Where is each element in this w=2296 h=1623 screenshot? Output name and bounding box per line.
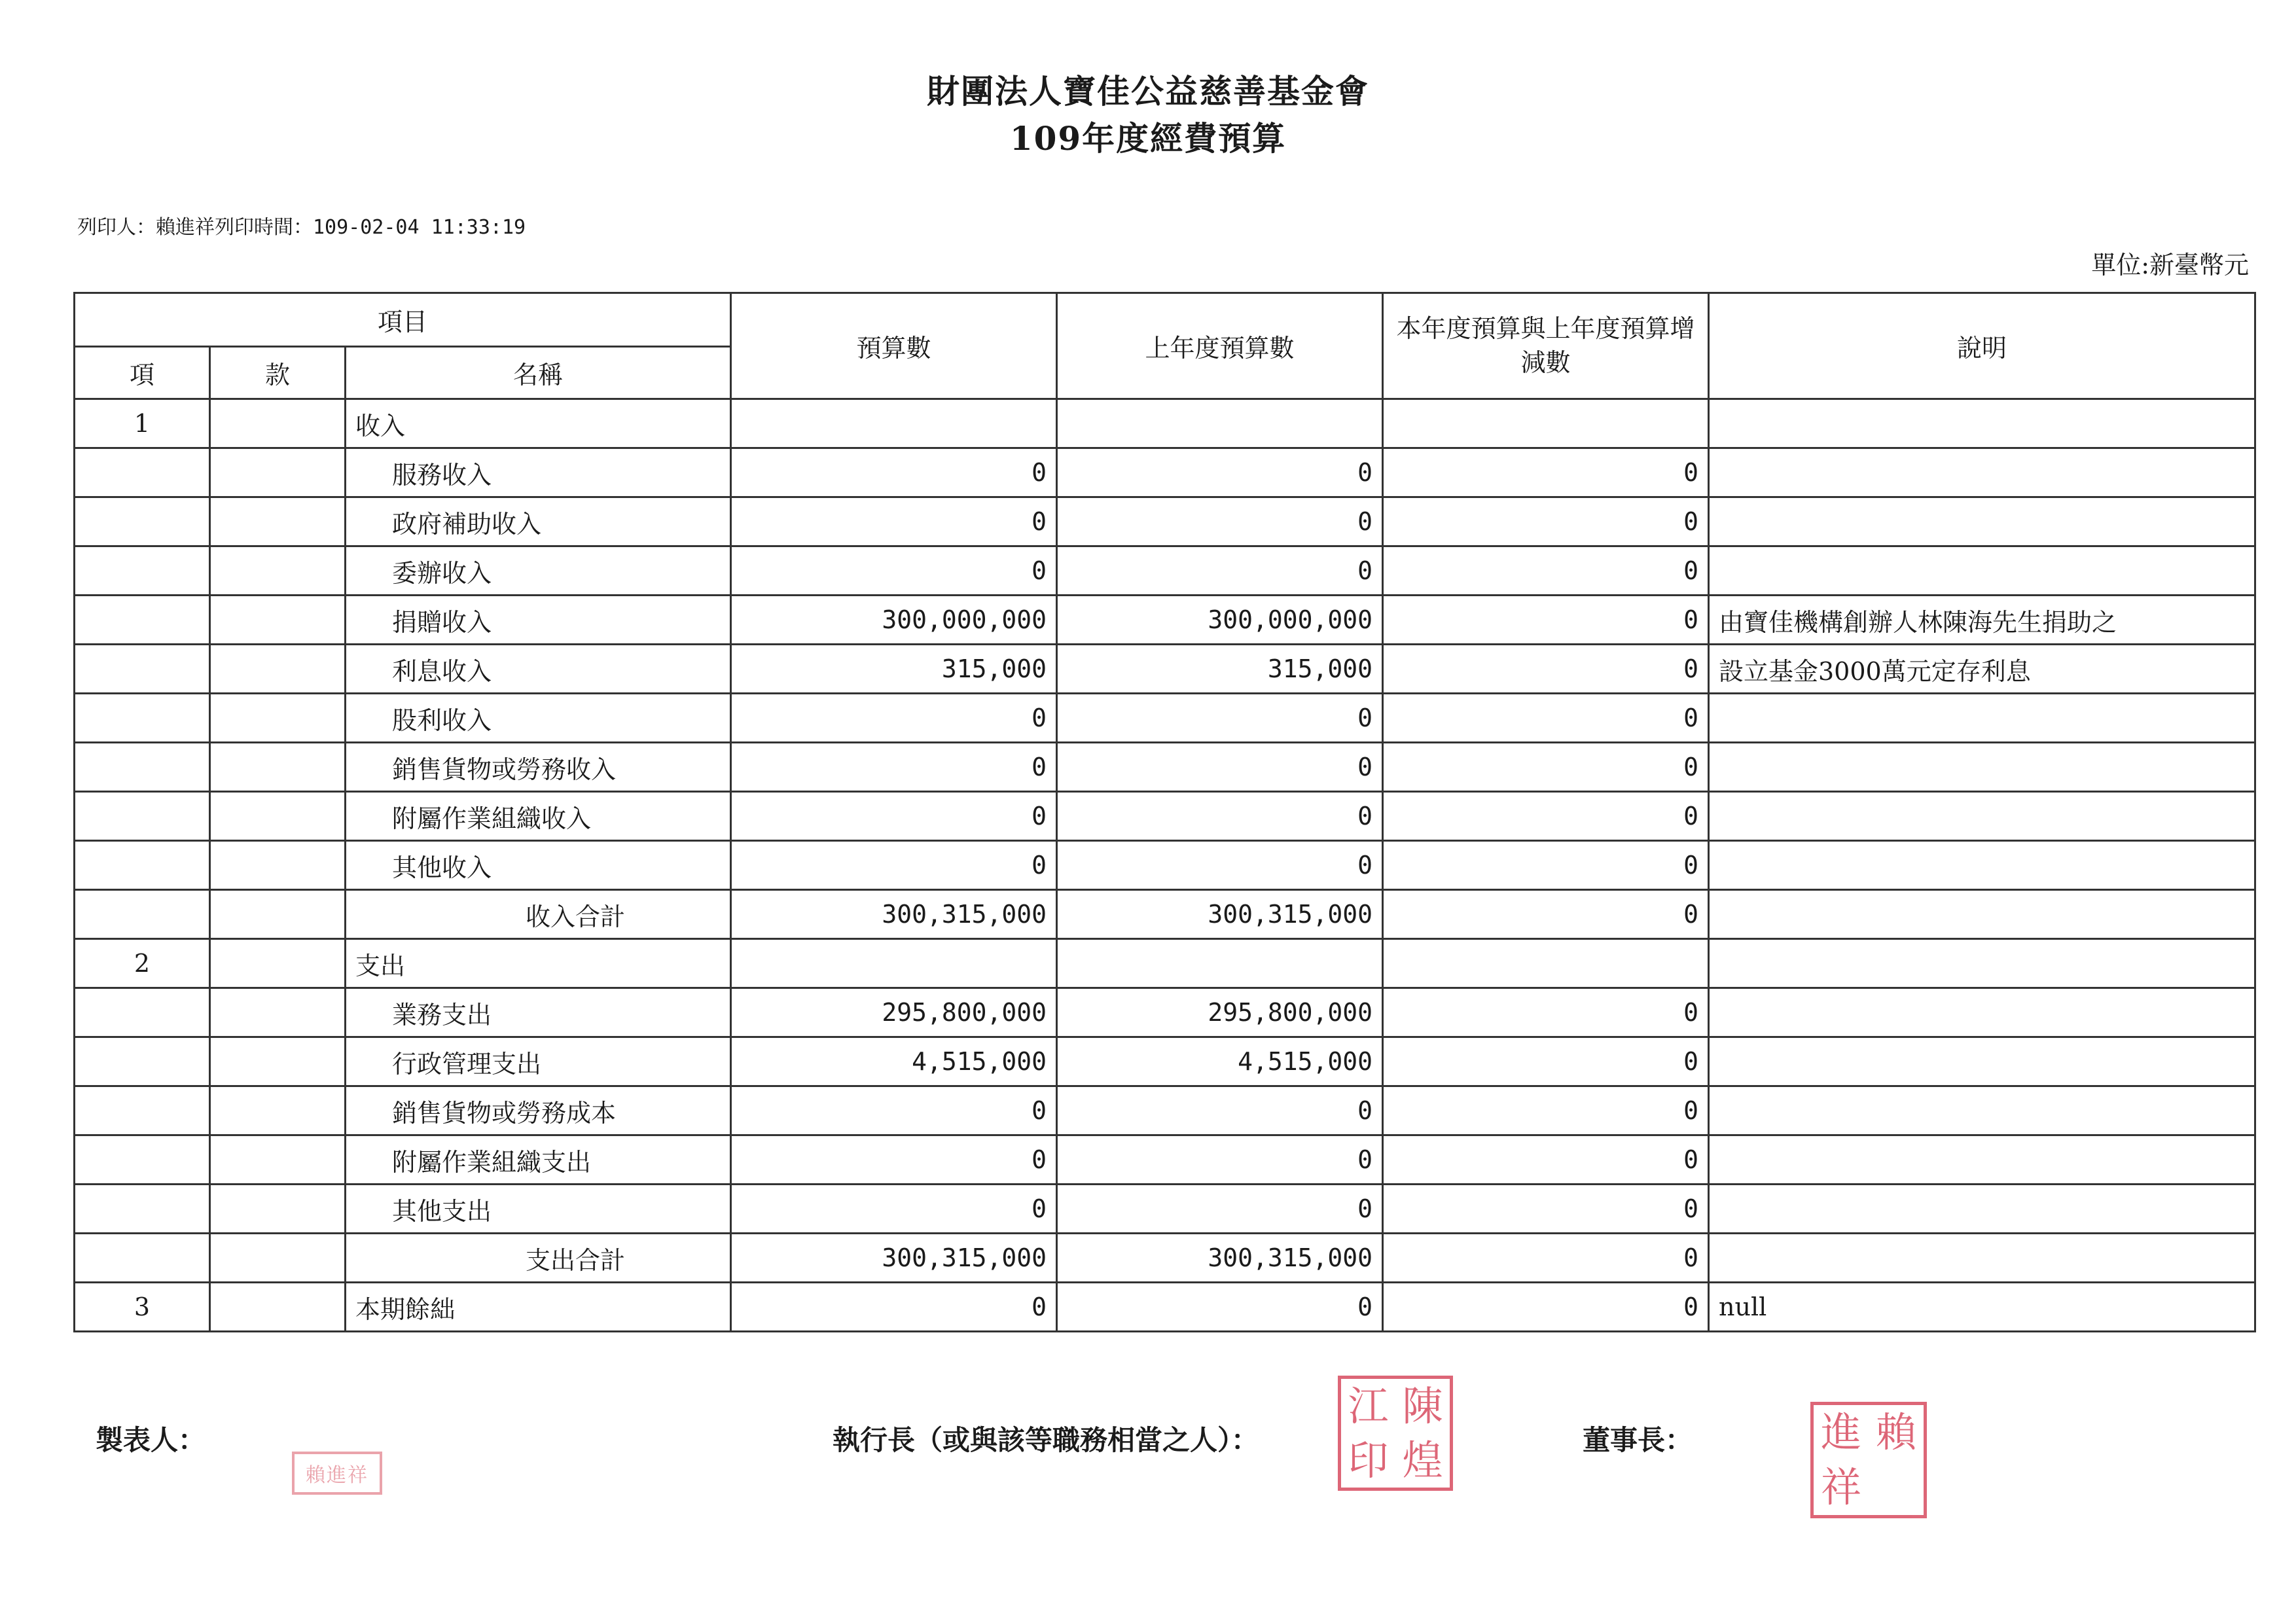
- cell-kuan: [210, 497, 346, 546]
- header-budget: 預算數: [731, 293, 1057, 399]
- table-row: [75, 1135, 2255, 1185]
- cell-prev-budget: 0: [1057, 448, 1383, 497]
- cell-xiang: [75, 546, 210, 596]
- cell-name: 捐贈收入: [346, 596, 731, 645]
- cell-diff: 0: [1383, 694, 1709, 743]
- table-row: [75, 1037, 2255, 1086]
- table-row: [75, 497, 2255, 546]
- cell-kuan: [210, 939, 346, 988]
- cell-prev-budget: 0: [1057, 1283, 1383, 1332]
- cell-name: 支出合計: [346, 1234, 731, 1283]
- cell-name: 附屬作業組織收入: [346, 792, 731, 841]
- cell-xiang: [75, 1185, 210, 1234]
- table-row: [75, 743, 2255, 792]
- cell-xiang: 2: [75, 939, 210, 988]
- cell-kuan: [210, 1234, 346, 1283]
- cell-budget: 0: [731, 841, 1057, 890]
- cell-name: 其他支出: [346, 1185, 731, 1234]
- cell-prev-budget: 0: [1057, 792, 1383, 841]
- cell-kuan: [210, 743, 346, 792]
- cell-kuan: [210, 841, 346, 890]
- table-row: [75, 694, 2255, 743]
- seal-char: 進: [1820, 1408, 1861, 1456]
- cell-budget: 0: [731, 743, 1057, 792]
- table-row: [75, 448, 2255, 497]
- cell-xiang: [75, 890, 210, 939]
- table-row: [75, 546, 2255, 596]
- cell-prev-budget: 0: [1057, 743, 1383, 792]
- cell-prev-budget: 300,315,000: [1057, 890, 1383, 939]
- cell-kuan: [210, 448, 346, 497]
- cell-prev-budget: 300,000,000: [1057, 596, 1383, 645]
- cell-name: 其他收入: [346, 841, 731, 890]
- seal-char: 祥: [1820, 1463, 1861, 1511]
- cell-budget: 0: [731, 1283, 1057, 1332]
- cell-budget: 0: [731, 1135, 1057, 1185]
- cell-xiang: [75, 448, 210, 497]
- cell-note: [1709, 546, 2255, 596]
- cell-name: 收入合計: [346, 890, 731, 939]
- cell-note: [1709, 792, 2255, 841]
- cell-name: 業務支出: [346, 988, 731, 1037]
- budget-table: [73, 292, 2256, 1332]
- cell-diff: 0: [1383, 497, 1709, 546]
- ceo-label: 執行長（或與該等職務相當之人）：: [833, 1424, 1259, 1456]
- table-row: [75, 988, 2255, 1037]
- cell-kuan: [210, 988, 346, 1037]
- seal-char: 煌: [1402, 1436, 1443, 1484]
- cell-xiang: [75, 743, 210, 792]
- cell-prev-budget: 0: [1057, 841, 1383, 890]
- cell-prev-budget: 0: [1057, 1086, 1383, 1135]
- cell-prev-budget: [1057, 399, 1383, 448]
- preparer-label: 製表人：: [96, 1424, 206, 1456]
- header-kuan: 款: [210, 347, 346, 399]
- seal-char: 江: [1348, 1382, 1389, 1430]
- chairman-seal: [1810, 1402, 1927, 1518]
- cell-budget: 0: [731, 792, 1057, 841]
- cell-diff: 0: [1383, 546, 1709, 596]
- cell-budget: 0: [731, 546, 1057, 596]
- header-diff: 本年度預算與上年度預算增減數: [1383, 293, 1709, 399]
- cell-name: 收入: [346, 399, 731, 448]
- cell-budget: 0: [731, 694, 1057, 743]
- cell-kuan: [210, 546, 346, 596]
- cell-note: [1709, 1086, 2255, 1135]
- table-row: [75, 1086, 2255, 1135]
- cell-diff: 0: [1383, 596, 1709, 645]
- cell-prev-budget: 300,315,000: [1057, 1234, 1383, 1283]
- cell-xiang: [75, 596, 210, 645]
- cell-prev-budget: 4,515,000: [1057, 1037, 1383, 1086]
- table-row: [75, 645, 2255, 694]
- cell-kuan: [210, 1185, 346, 1234]
- cell-kuan: [210, 1037, 346, 1086]
- cell-name: 政府補助收入: [346, 497, 731, 546]
- cell-note: [1709, 399, 2255, 448]
- cell-kuan: [210, 645, 346, 694]
- cell-kuan: [210, 399, 346, 448]
- cell-diff: 0: [1383, 1037, 1709, 1086]
- cell-xiang: [75, 988, 210, 1037]
- cell-prev-budget: [1057, 939, 1383, 988]
- document-title: 109年度經費預算: [1009, 119, 1287, 158]
- cell-diff: 0: [1383, 645, 1709, 694]
- cell-diff: 0: [1383, 1234, 1709, 1283]
- cell-diff: 0: [1383, 1283, 1709, 1332]
- cell-note: [1709, 1185, 2255, 1234]
- cell-note: [1709, 448, 2255, 497]
- cell-xiang: 1: [75, 399, 210, 448]
- cell-xiang: [75, 792, 210, 841]
- cell-xiang: [75, 1037, 210, 1086]
- table-row: [75, 890, 2255, 939]
- cell-prev-budget: 0: [1057, 546, 1383, 596]
- preparer-seal: 賴進祥: [292, 1452, 382, 1495]
- cell-budget: 300,000,000: [731, 596, 1057, 645]
- cell-diff: 0: [1383, 1086, 1709, 1135]
- cell-diff: 0: [1383, 1185, 1709, 1234]
- seal-char: [1869, 1460, 1924, 1515]
- cell-diff: 0: [1383, 988, 1709, 1037]
- cell-budget: 0: [731, 1185, 1057, 1234]
- cell-name: 附屬作業組織支出: [346, 1135, 731, 1185]
- header-xiang: 項: [75, 347, 210, 399]
- cell-budget: 300,315,000: [731, 890, 1057, 939]
- cell-prev-budget: 315,000: [1057, 645, 1383, 694]
- cell-diff: [1383, 399, 1709, 448]
- cell-note: [1709, 939, 2255, 988]
- cell-kuan: [210, 890, 346, 939]
- cell-budget: 300,315,000: [731, 1234, 1057, 1283]
- cell-xiang: 3: [75, 1283, 210, 1332]
- cell-kuan: [210, 1283, 346, 1332]
- cell-note: [1709, 988, 2255, 1037]
- table-row: [75, 939, 2255, 988]
- cell-xiang: [75, 1086, 210, 1135]
- cell-name: 銷售貨物或勞務收入: [346, 743, 731, 792]
- cell-diff: 0: [1383, 890, 1709, 939]
- ceo-seal: [1338, 1376, 1453, 1491]
- cell-name: 委辦收入: [346, 546, 731, 596]
- cell-name: 銷售貨物或勞務成本: [346, 1086, 731, 1135]
- cell-diff: 0: [1383, 792, 1709, 841]
- table-row: [75, 1283, 2255, 1332]
- cell-xiang: [75, 1135, 210, 1185]
- cell-budget: 315,000: [731, 645, 1057, 694]
- cell-name: 本期餘絀: [346, 1283, 731, 1332]
- seal-char: 陳: [1402, 1382, 1443, 1430]
- cell-note: [1709, 497, 2255, 546]
- cell-name: 利息收入: [346, 645, 731, 694]
- table-row: [75, 399, 2255, 448]
- budget-rows: [75, 399, 2255, 1332]
- cell-note: [1709, 1234, 2255, 1283]
- cell-prev-budget: 0: [1057, 1185, 1383, 1234]
- cell-kuan: [210, 694, 346, 743]
- cell-note: [1709, 694, 2255, 743]
- cell-kuan: [210, 1135, 346, 1185]
- seal-char: 賴: [1875, 1408, 1916, 1456]
- cell-xiang: [75, 841, 210, 890]
- cell-note: 設立基金3000萬元定存利息: [1709, 645, 2255, 694]
- header-item-group: 項目: [75, 293, 731, 347]
- org-name: 財團法人寶佳公益慈善基金會: [927, 72, 1369, 111]
- table-row: [75, 1234, 2255, 1283]
- cell-name: 行政管理支出: [346, 1037, 731, 1086]
- cell-note: [1709, 841, 2255, 890]
- cell-xiang: [75, 1234, 210, 1283]
- cell-note: [1709, 890, 2255, 939]
- cell-name: 支出: [346, 939, 731, 988]
- cell-diff: 0: [1383, 1135, 1709, 1185]
- cell-budget: 295,800,000: [731, 988, 1057, 1037]
- cell-note: 由寶佳機構創辦人林陳海先生捐助之: [1709, 596, 2255, 645]
- currency-unit: 單位:新臺幣元: [2091, 251, 2249, 279]
- cell-prev-budget: 0: [1057, 694, 1383, 743]
- cell-diff: 0: [1383, 448, 1709, 497]
- table-row: [75, 596, 2255, 645]
- cell-prev-budget: 0: [1057, 497, 1383, 546]
- cell-budget: 4,515,000: [731, 1037, 1057, 1086]
- print-info: 列印人：賴進祥列印時間：109-02-04 11:33:19: [77, 216, 526, 239]
- cell-xiang: [75, 645, 210, 694]
- table-row: [75, 841, 2255, 890]
- table-row: [75, 1185, 2255, 1234]
- cell-xiang: [75, 497, 210, 546]
- cell-prev-budget: 0: [1057, 1135, 1383, 1185]
- seal-char: 印: [1348, 1436, 1389, 1484]
- header-prev-budget: 上年度預算數: [1057, 293, 1383, 399]
- cell-budget: [731, 399, 1057, 448]
- cell-note: null: [1709, 1283, 2255, 1332]
- cell-diff: 0: [1383, 743, 1709, 792]
- header-note: 說明: [1709, 293, 2255, 399]
- table-row: [75, 792, 2255, 841]
- cell-note: [1709, 743, 2255, 792]
- cell-budget: [731, 939, 1057, 988]
- header-name: 名稱: [346, 347, 731, 399]
- chairman-label: 董事長：: [1583, 1424, 1693, 1456]
- cell-budget: 0: [731, 1086, 1057, 1135]
- cell-prev-budget: 295,800,000: [1057, 988, 1383, 1037]
- cell-budget: 0: [731, 497, 1057, 546]
- cell-note: [1709, 1135, 2255, 1185]
- cell-kuan: [210, 792, 346, 841]
- cell-note: [1709, 1037, 2255, 1086]
- cell-xiang: [75, 694, 210, 743]
- cell-diff: [1383, 939, 1709, 988]
- cell-name: 股利收入: [346, 694, 731, 743]
- cell-kuan: [210, 1086, 346, 1135]
- cell-budget: 0: [731, 448, 1057, 497]
- cell-name: 服務收入: [346, 448, 731, 497]
- cell-diff: 0: [1383, 841, 1709, 890]
- cell-kuan: [210, 596, 346, 645]
